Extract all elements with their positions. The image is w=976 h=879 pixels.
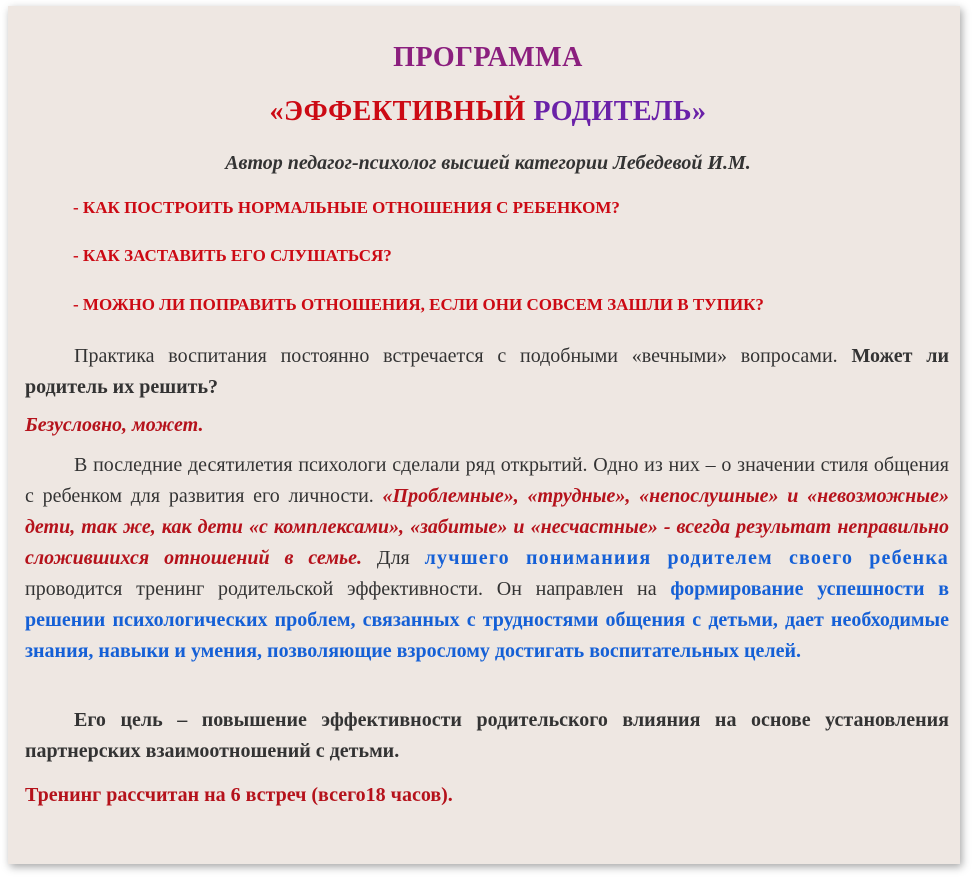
answer-paragraph bbox=[25, 410, 949, 441]
program-name bbox=[0, 96, 976, 128]
question-3: - МОЖНО ЛИ ПОПРАВИТЬ ОТНОШЕНИЯ, ЕСЛИ ОНИ СОВСЕМ ЗАШЛИ В ТУПИК? bbox=[73, 295, 764, 314]
main-text-3: проводится тренинг родительской эффективности. Он направлен на bbox=[25, 578, 671, 600]
answer-text: Безусловно, может. bbox=[25, 414, 204, 436]
main-paragraph bbox=[25, 450, 949, 667]
goal-text: Его цель – повышение эффективности родительского влияния на основе установления партнерских взаимоотношений с детьми. bbox=[25, 709, 949, 762]
main-highlight-red: «Проблемные», «трудные», «непослушные» и «невозможные» дети, так же, как дети «с комплексами», «забитые» и «несчастные» - всегда результат неправильно сложившихся отношений в семье. bbox=[25, 485, 949, 569]
question-1: - КАК ПОСТРОИТЬ НОРМАЛЬНЫЕ ОТНОШЕНИЯ С РЕБЕНКОМ? bbox=[73, 198, 620, 217]
intro-text: Практика воспитания постоянно встречается с подобными «вечными» вопросами. bbox=[74, 345, 838, 367]
main-text-1: В последние десятилетия психологи сделали ряд открытий. Одно из них – о значении стиля общения с ребенком для развития его личности. bbox=[25, 454, 949, 507]
program-name-part2: РОДИТЕЛЬ» bbox=[533, 96, 707, 127]
intro-question: Может ли родитель их решить? bbox=[25, 345, 950, 398]
main-highlight-blue-1: лучшего пониманиия родителем своего ребенка bbox=[424, 547, 949, 569]
question-2: - КАК ЗАСТАВИТЬ ЕГО СЛУШАТЬСЯ? bbox=[73, 246, 392, 265]
program-title: ПРОГРАММА bbox=[393, 42, 583, 73]
author-line: Автор педагог-психолог высшей категории Лебедевой И.М. bbox=[225, 152, 751, 174]
training-text: Тренинг рассчитан на 6 встреч (всего18 часов). bbox=[25, 784, 453, 806]
goal-paragraph bbox=[25, 705, 949, 767]
main-text-2: Для bbox=[362, 547, 425, 569]
main-highlight-blue-2: формирование успешности в решении психологических проблем, связанных с трудностями общения с детьми, дает необходимые знания, навыки и умения, позволяющие взрослому достигать воспитательных целей. bbox=[25, 578, 950, 662]
program-name-part1: «ЭФФЕКТИВНЫЙ bbox=[269, 96, 534, 127]
training-paragraph bbox=[25, 780, 949, 811]
intro-paragraph bbox=[25, 341, 949, 403]
